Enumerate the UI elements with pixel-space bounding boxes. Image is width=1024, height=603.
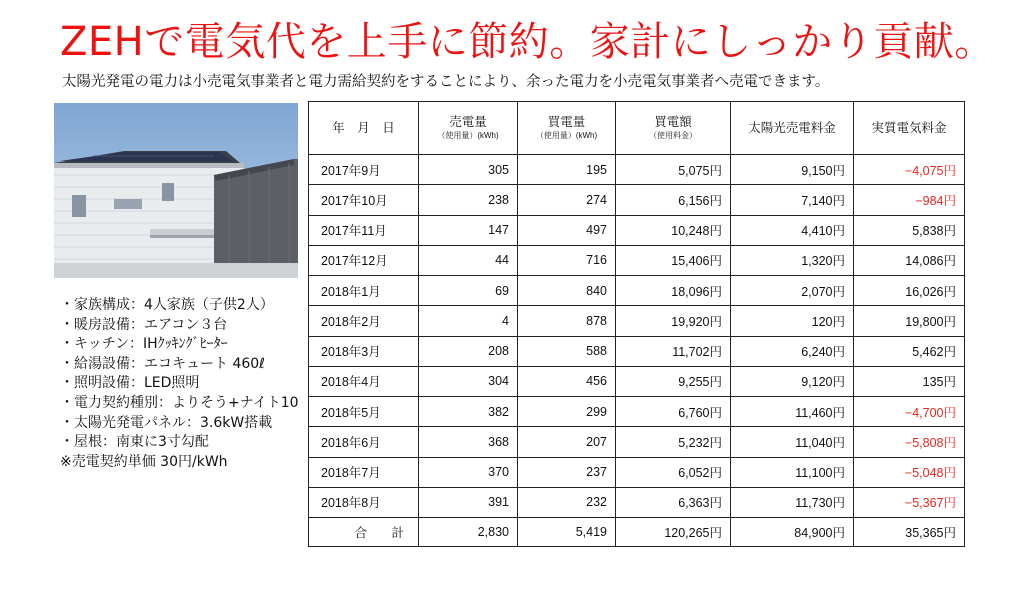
buy-cost-cell: 9,255円 [616,366,731,396]
total-net-cost: 35,365円 [854,518,965,547]
table-header-row [309,102,965,155]
solar-income-cell: 2,070円 [731,276,854,306]
bought-cell: 207 [518,427,616,457]
page-subtitle: 太陽光発電の電力は小売電気事業者と電力需給契約をすることにより、余った電力を小売電気事業者へ売電できます。 [62,74,830,90]
total-sold: 2,830 [419,518,518,547]
net-cost-cell: 5,462円 [854,336,965,366]
electricity-cost-table [308,101,965,547]
sold-cell: 44 [419,245,518,275]
spec-item: ・照明設備：LED照明 [60,375,200,392]
solar-income-cell: 11,460円 [731,397,854,427]
table-row [309,366,965,396]
net-cost-cell: 135円 [854,366,965,396]
spec-item: ・電力契約種別：よりそう+ナイト10 [60,394,299,411]
buy-cost-cell: 11,702円 [616,336,731,366]
solar-income-cell: 6,240円 [731,336,854,366]
bought-cell: 232 [518,487,616,517]
header-net-cost: 実質電気料金 [854,102,965,155]
bought-cell: 195 [518,155,616,185]
bought-cell: 588 [518,336,616,366]
header-bought-kwh: 買電量 （使用量）(kWh) [518,102,616,155]
page-title: ZEHで電気代を上手に節約。家計にしっかり貢献。 [60,19,995,65]
solar-income-cell: 9,150円 [731,155,854,185]
table-row [309,457,965,487]
month-cell: 2018年5月 [309,397,419,427]
sold-cell: 305 [419,155,518,185]
spec-item: ・家族構成：4人家族（子供2人） [60,297,274,313]
sold-cell: 391 [419,487,518,517]
spec-item: ※売電契約単価 30円/kWh [60,453,228,470]
solar-income-cell: 4,410円 [731,215,854,245]
sold-cell: 368 [419,427,518,457]
solar-income-cell: 11,730円 [731,487,854,517]
header-solar-income: 太陽光売電料金 [731,102,854,155]
bought-cell: 237 [518,457,616,487]
net-cost-cell: 14,086円 [854,245,965,275]
bought-cell: 274 [518,185,616,215]
header-buy-cost: 買電額 （使用料金） [616,102,731,155]
month-cell: 2018年6月 [309,427,419,457]
bought-cell: 716 [518,245,616,275]
month-cell: 2018年2月 [309,306,419,336]
buy-cost-cell: 15,406円 [616,245,731,275]
table-row [309,155,965,185]
month-cell: 2017年12月 [309,245,419,275]
month-cell: 2017年11月 [309,215,419,245]
solar-income-cell: 11,040円 [731,427,854,457]
buy-cost-cell: 19,920円 [616,306,731,336]
month-cell: 2017年10月 [309,185,419,215]
solar-income-cell: 7,140円 [731,185,854,215]
table-row [309,245,965,275]
table-row [309,215,965,245]
solar-income-cell: 11,100円 [731,457,854,487]
net-cost-cell: −4,075円 [854,155,965,185]
table-row [309,306,965,336]
month-cell: 2018年1月 [309,276,419,306]
buy-cost-cell: 18,096円 [616,276,731,306]
net-cost-cell: −5,367円 [854,487,965,517]
bought-cell: 299 [518,397,616,427]
table-total-row [309,518,965,547]
month-cell: 2018年4月 [309,366,419,396]
sold-cell: 4 [419,306,518,336]
header-date: 年 月 日 [309,102,419,155]
spec-item: ・キッチン：IHｸｯｷﾝｸﾞﾋｰﾀｰ [60,336,228,353]
buy-cost-cell: 6,156円 [616,185,731,215]
table-row [309,336,965,366]
spec-item: ・給湯設備：エコキュート 460ℓ [60,355,265,372]
solar-income-cell: 120円 [731,306,854,336]
month-cell: 2018年3月 [309,336,419,366]
bought-cell: 878 [518,306,616,336]
solar-income-cell: 9,120円 [731,366,854,396]
total-bought: 5,419 [518,518,616,547]
total-solar-income: 84,900円 [731,518,854,547]
sold-cell: 69 [419,276,518,306]
bought-cell: 497 [518,215,616,245]
bought-cell: 840 [518,276,616,306]
total-buy-cost: 120,265円 [616,518,731,547]
solar-income-cell: 1,320円 [731,245,854,275]
house-photo [54,103,298,278]
table-row [309,276,965,306]
table-row [309,185,965,215]
header-sold-kwh: 売電量 （使用量）(kWh) [419,102,518,155]
buy-cost-cell: 6,760円 [616,397,731,427]
table-row [309,487,965,517]
table-row [309,427,965,457]
buy-cost-cell: 5,232円 [616,427,731,457]
sold-cell: 147 [419,215,518,245]
bought-cell: 456 [518,366,616,396]
spec-item: ・太陽光発電パネル：3.6kW搭載 [60,414,273,431]
month-cell: 2017年9月 [309,155,419,185]
net-cost-cell: −4,700円 [854,397,965,427]
month-cell: 2018年8月 [309,487,419,517]
net-cost-cell: −984円 [854,185,965,215]
sold-cell: 238 [419,185,518,215]
month-cell: 2018年7月 [309,457,419,487]
buy-cost-cell: 5,075円 [616,155,731,185]
house-specs-list [60,296,299,472]
sold-cell: 382 [419,397,518,427]
net-cost-cell: 19,800円 [854,306,965,336]
buy-cost-cell: 6,052円 [616,457,731,487]
sold-cell: 208 [419,336,518,366]
sold-cell: 304 [419,366,518,396]
spec-item: ・屋根：南東に3寸勾配 [60,434,209,451]
net-cost-cell: 5,838円 [854,215,965,245]
buy-cost-cell: 6,363円 [616,487,731,517]
net-cost-cell: −5,808円 [854,427,965,457]
net-cost-cell: −5,048円 [854,457,965,487]
buy-cost-cell: 10,248円 [616,215,731,245]
table-row [309,397,965,427]
net-cost-cell: 16,026円 [854,276,965,306]
sold-cell: 370 [419,457,518,487]
total-label: 合 計 [309,518,419,547]
spec-item: ・暖房設備：エアコン３台 [60,316,228,333]
